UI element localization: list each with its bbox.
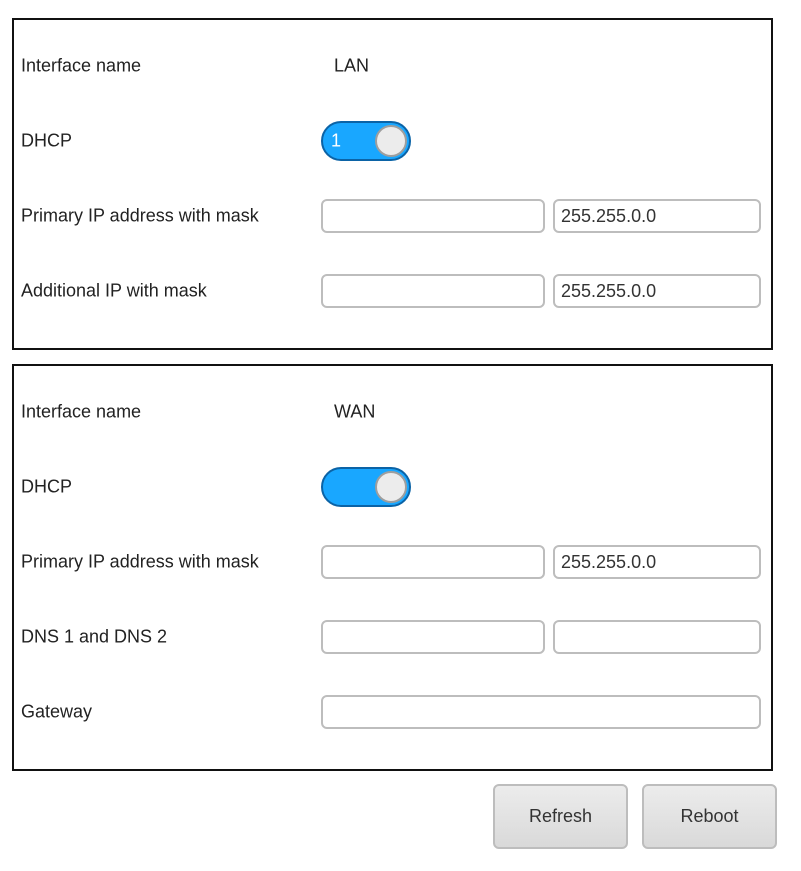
lan-primary-ip-label: Primary IP address with mask bbox=[21, 205, 259, 226]
lan-additional-ip-row bbox=[14, 271, 771, 311]
wan-dhcp-label: DHCP bbox=[21, 476, 73, 497]
wan-interface-row bbox=[14, 392, 771, 432]
wan-primary-ip-label: Primary IP address with mask bbox=[21, 551, 259, 572]
wan-interface-value: WAN bbox=[334, 401, 376, 422]
lan-dhcp-toggle[interactable] bbox=[321, 121, 411, 161]
wan-dns2-input[interactable] bbox=[553, 620, 761, 654]
wan-primary-ip-row bbox=[14, 542, 771, 582]
lan-primary-ip-row bbox=[14, 196, 771, 236]
wan-interface-label: Interface name bbox=[21, 401, 142, 422]
wan-panel bbox=[12, 364, 773, 771]
wan-dhcp-toggle[interactable] bbox=[321, 467, 411, 507]
wan-dhcp-toggle-knob bbox=[375, 471, 407, 503]
wan-gateway-label: Gateway bbox=[21, 701, 93, 722]
lan-dhcp-label: DHCP bbox=[21, 130, 73, 151]
lan-additional-mask-input[interactable] bbox=[553, 274, 761, 308]
refresh-button[interactable]: Refresh bbox=[493, 784, 628, 849]
lan-interface-row bbox=[14, 46, 771, 86]
lan-interface-label: Interface name bbox=[21, 55, 142, 76]
lan-dhcp-toggle-knob bbox=[375, 125, 407, 157]
wan-dns-label: DNS 1 and DNS 2 bbox=[21, 626, 168, 647]
wan-dhcp-row bbox=[14, 467, 771, 507]
lan-primary-mask-input[interactable] bbox=[553, 199, 761, 233]
wan-gateway-row bbox=[14, 692, 771, 732]
lan-additional-ip-input[interactable] bbox=[321, 274, 545, 308]
wan-dns1-input[interactable] bbox=[321, 620, 545, 654]
lan-dhcp-toggle-text: 1 bbox=[331, 130, 342, 151]
wan-dns-row bbox=[14, 617, 771, 657]
wan-gateway-input[interactable] bbox=[321, 695, 761, 729]
lan-panel bbox=[12, 18, 773, 350]
lan-primary-ip-input[interactable] bbox=[321, 199, 545, 233]
wan-primary-ip-input[interactable] bbox=[321, 545, 545, 579]
reboot-button[interactable]: Reboot bbox=[642, 784, 777, 849]
lan-interface-value: LAN bbox=[334, 55, 370, 76]
lan-additional-ip-label: Additional IP with mask bbox=[21, 280, 207, 301]
wan-primary-mask-input[interactable] bbox=[553, 545, 761, 579]
lan-dhcp-row bbox=[14, 121, 771, 161]
